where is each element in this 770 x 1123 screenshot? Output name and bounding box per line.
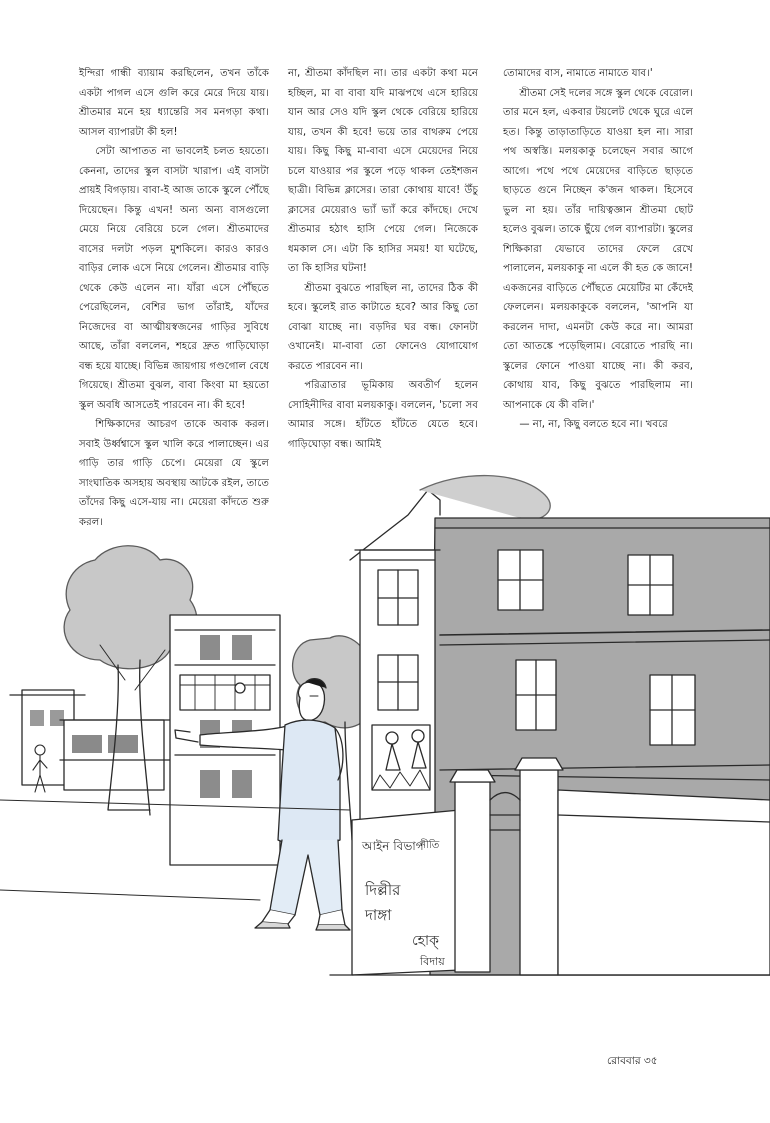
left-building — [10, 690, 175, 790]
text-column-3 — [503, 64, 693, 435]
page-footer: রোববার ৩৫ — [607, 1055, 658, 1067]
graffiti-line: আইন বিভাগ — [362, 839, 424, 853]
graffiti-line: হোক্ — [412, 933, 439, 949]
paragraph: শ্রীতমা সেই দলের সঙ্গে স্কুল থেকে বেরোল। তার মনে হল, একবার টয়লেট থেকে ঘুরে এলে হত। কিন্তু তাড়াতাড়িতে যাওয়া হল না। সারা পথ অস্বস্তি। মলয়কাকু চলেছেন সবার আগে আগে। পথে পথে মেয়েদের বাড়িতে ছাড়তে ছাড়তে গুনে নিচ্ছেন ক'জন থাকল। হিসেবে ভুল না হয়। তাঁর দায়িত্বজ্ঞান শ্রীতমা ছোট হলেও বুঝল। তাকে ছুঁয়ে গেল ব্যাপারটা। স্কুলের শিক্ষিকারা যেভাবে তাদের ফেলে রেখে পালালেন, মলয়কাকু না এলে কী হত কে জানে! একজনের বাড়িতে পৌঁছতে মেয়েটির মা কেঁদেই ফেললেন। মলয়কাকুকে বললেন, 'আপনি যা করলেন দাদা, এমনটা কেউ করে না। আমরা তো আতঙ্কে পড়েছিলাম। বেরোতে পারছি না। স্কুলের ফোনে পাওয়া যাচ্ছে না। কী করব, কোথায় যাব, কিছু বুঝতে পারছিলাম না। আপনাকে যে কী বলি।' — [503, 87, 693, 411]
paragraph: পরিত্রাতার ভূমিকায় অবতীর্ণ হলেন সোহিনীদির বাবা মলয়কাকু। বললেন, 'চলো সব আমার সঙ্গে। হাঁটতে হাঁটতে যেতে হবে। গাড়িঘোড়া বন্ধ। আমিই — [288, 380, 478, 450]
paragraph: না, শ্রীতমা কাঁদছিল না। তার একটা কথা মনে হচ্ছিল, মা বা বাবা যদি মাঝপথে এসে হারিয়ে যান আর সেও যদি স্কুল থেকে বেরিয়ে হারিয়ে যায়, তখন কী হবে! ভয়ে তার বাথরুম পেয়ে যায়। কিছু কিছু মা-বাবা এসে মেয়েদের নিয়ে চলে যাওয়ার পর স্কুলে পড়ে থাকল তেইশজন ছাত্রী। বিভিন্ন ক্লাসের। তারা কোথায় যাবে! উঁচু ক্লাসের মেয়েরাও ভ্যাঁ ভ্যাঁ করে কাঁদছে। দেখে শ্রীতমার হঠাৎ হাসি পেয়ে গেল। নিজেকে ধমকাল সে। এটা কি হাসির সময়! যা ঘটেছে, তা কি হাসির ঘটনা! — [288, 68, 478, 274]
text-column-1 — [79, 64, 269, 532]
paragraph: সেটা আপাতত না ভাবলেই চলত হয়তো। কেননা, তাদের স্কুল বাসটা খারাপ। এই বাসটা প্রায়ই বিগড়ায়। বাবা-ই আজ তাকে স্কুলে পৌঁছে দিয়েছেন। কিন্তু এখন! অন্য অন্য বাসগুলো মেয়ে নিয়ে বেরিয়ে চলে গেল। শ্রীতমাদের বাসের দলটা পড়ল মুশকিলে। কারও কারও বাড়ির লোক এসে নিয়ে গেলেন। শ্রীতমার বাড়ি থেকে কেউ এলেন না। যাঁরা এসে পৌঁছতে পেরেছিলেন, বেশির ভাগ তাঁরাই, যাঁদের নিজেদের বা আত্মীয়স্বজনের গাড়ির সুবিধে আছে, তাঁরা বললেন, শহরে দ্রুত গাড়িঘোড়া বন্ধ হয়ে যাচ্ছে। বিভিন্ন জায়গায় গণ্ডগোল বেধে গিয়েছে। শ্রীতমা বুঝল, বাবা কিংবা মা হয়তো স্কুল অবধি আসতেই পারবেন না। কী হবে! — [79, 146, 269, 411]
graffiti-line: বিদায় — [420, 955, 445, 968]
paragraph: শ্রীতমা বুঝতে পারছিল না, তাদের ঠিক কী হবে। স্কুলেই রাত কাটাতে হবে? আর কিছু তো বোঝা যাচ্ছে না। বড়দির ঘর বন্ধ। ফোনটা ওখানেই। মা-বাবা তো ফোনেও যোগাযোগ করতে পারবেন না। — [288, 282, 478, 372]
graffiti-line: নীতি — [420, 840, 440, 851]
paragraph: — না, না, কিছু বলতে হবে না। খবরে — [519, 419, 668, 430]
paragraph: তোমাদের বাস, নামাতে নামাতে যাব।' — [503, 68, 653, 79]
street-illustration — [0, 470, 770, 1050]
paragraph: ইন্দিরা গান্ধী ব্যায়াম করছিলেন, তখন তাঁকে একটা পাগল এসে গুলি করে মেরে দিয়ে যায়। শ্রীতমার মনে হয় ধ্যান্তেরি সব মনগড়া কথা। আসল ব্যাপারটা কী হল! — [79, 68, 269, 138]
text-column-2 — [288, 64, 478, 454]
graffiti-line: দিল্লীর — [365, 881, 401, 899]
graffiti-line: দাঙ্গা — [365, 906, 392, 924]
paragraph: শিক্ষিকাদের আচরণ তাকে অবাক করল। সবাই উর্ধ্বশ্বাসে স্কুল খালি করে পালাচ্ছেন। এর গাড়ি তার গাড়ি চেপে। মেয়েরা যে স্কুলে সাংঘাতিক অসহায় অবস্থায় আটকে রইল, তাতে তাঁদের কিছু এসে-যায় না। মেয়েরা কাঁদতে শুরু করল। — [79, 419, 269, 528]
